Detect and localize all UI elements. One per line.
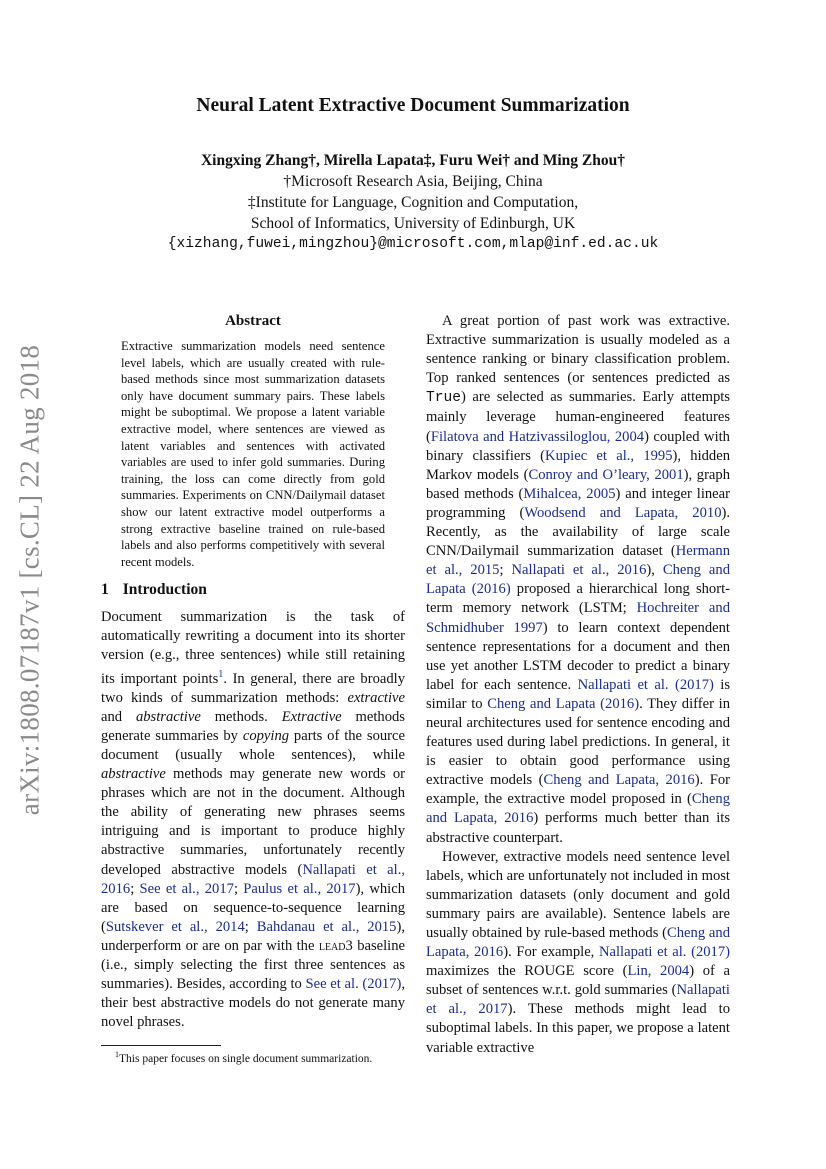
citation-link[interactable]: Kupiec et al., 1995: [545, 447, 673, 464]
citation-link[interactable]: Nallapati et al., 2016: [101, 861, 406, 897]
citation-link[interactable]: Hochreiter and Schmidhuber 1997: [426, 600, 730, 636]
citation-link[interactable]: Nallapati et al. (2017): [577, 676, 714, 693]
affiliation-1: †Microsoft Research Asia, Beijing, China: [283, 173, 543, 190]
citation-link[interactable]: Conroy and O’leary, 2001: [528, 466, 684, 483]
citation-link[interactable]: Nallapati et al., 2016: [511, 562, 647, 579]
citation-link[interactable]: Cheng and Lapata, 2016: [426, 925, 730, 961]
code-term: True: [426, 390, 462, 407]
affiliation-2: ‡Institute for Language, Cognition and Computation,: [247, 194, 579, 211]
citation-link[interactable]: Sutskever et al., 2014: [105, 918, 245, 935]
citation-link[interactable]: Filatova and Hatzivassiloglou, 2004: [430, 428, 645, 445]
intro-paragraph: Document summarization is the task of automatically rewriting a document into its shorter version (e.g., three sentences) while still retaining its important points$^1$. In general, there are broadly two kinds of summarization methods: extractive and abstractive methods. Extractive methods generate summaries by copying parts of the source document (usually whole sentences), while abstractive methods may generate new words or phrases which are not in the document. Although the ability of generating new phrases seems intriguing and is important to produce highly abstractive summaries, unfortunately recently developed abstractive models (Nallapati et al., 2016; See et al., 2017; Paulus et al., 2017), which are based on sequence-to-sequence learning (Sutskever et al., 2014; Bahdanau et al., 2015), underperform or are on par with the lead3 baseline (i.e., simply selecting the first three sentences as summaries). Besides, according to See et al. (2017), their best abstractive models do not generate many novel phrases.: [101, 608, 406, 1031]
section-heading-introduction: [101, 580, 405, 599]
arxiv-identifier: arXiv:1808.07187v1 [cs.CL] 22 Aug 2018: [14, 344, 45, 816]
citation-link[interactable]: Lin, 2004: [627, 963, 690, 980]
citation-link[interactable]: Hermann et al., 2015: [426, 543, 730, 579]
citation-link[interactable]: Mihalcea, 2005: [523, 485, 616, 502]
footnote-text: This paper focuses on single document summarization.: [119, 1052, 373, 1065]
citation-link[interactable]: Cheng and Lapata (2016): [426, 562, 730, 598]
citation-link[interactable]: Nallapati et al. (2017): [598, 944, 730, 961]
abstract-heading: Abstract: [225, 313, 281, 329]
footnote-rule: [101, 1045, 221, 1046]
right-column: [426, 312, 730, 1058]
footnote-marker[interactable]: 1: [218, 668, 224, 680]
citation-link[interactable]: Nallapati et al., 2017: [426, 982, 730, 1018]
author-emails: {xizhang,fuwei,mingzhou}@microsoft.com,mlap@inf.ed.ac.uk: [167, 236, 659, 252]
citation-link[interactable]: Bahdanau et al., 2015: [256, 918, 397, 935]
author-names: Xingxing Zhang†, Mirella Lapata‡, Furu Wei† and Ming Zhou†: [200, 152, 626, 169]
citation-link[interactable]: See et al., 2017: [139, 880, 234, 897]
body-paragraph: However, extractive models need sentence level labels, which are unfortunately not included in most summarization datasets (only document and gold summary pairs are available). Sentence labels are usually obtained by rule-based methods (Cheng and Lapata, 2016). For example, Nallapati et al. (2017) maximizes the ROUGE score (Lin, 2004) of a subset of sentences w.r.t. gold summaries (Nallapati et al., 2017). These methods might lead to suboptimal labels. In this paper, we propose a latent variable extractive: [426, 848, 730, 1056]
body-paragraph: A great portion of past work was extractive. Extractive summarization is usually modeled as a sentence ranking or binary classification problem. Top ranked sentences (or sentences predicted as True) are selected as summaries. Early attempts mainly leverage human-engineered features (Filatova and Hatzivassiloglou, 2004) coupled with binary classifiers (Kupiec et al., 1995), hidden Markov models (Conroy and O’leary, 2001), graph based methods (Mihalcea, 2005) and integer linear programming (Woodsend and Lapata, 2010). Recently, as the availability of large scale CNN/Dailymail summarization dataset (Hermann et al., 2015; Nallapati et al., 2016), Cheng and Lapata (2016) proposed a hierarchical long short-term memory network (LSTM; Hochreiter and Schmidhuber 1997) to learn context dependent sentence representations for a document and then use yet another LSTM decoder to predict a binary label for each sentence. Nallapati et al. (2017) is similar to Cheng and Lapata (2016). They differ in neural architectures used for sentence encoding and features used during label predictions. In general, it is easier to obtain good performance using extractive models (Cheng and Lapata, 2016). For example, the extractive model proposed in (Cheng and Lapata, 2016) performs much better than its abstractive counterpart.: [426, 313, 731, 846]
citation-link[interactable]: Cheng and Lapata, 2016: [543, 772, 695, 789]
footnote-number: 1: [115, 1050, 120, 1059]
footnote: [101, 1045, 405, 1065]
citation-link[interactable]: Cheng and Lapata, 2016: [426, 791, 730, 827]
citation-link[interactable]: See et al. (2017): [305, 976, 402, 993]
lead3-term: lead3: [318, 937, 353, 954]
citation-link[interactable]: Woodsend and Lapata, 2010: [524, 504, 722, 521]
citation-link[interactable]: Cheng and Lapata (2016): [487, 695, 640, 712]
abstract-text: Extractive summarization models need sentence level labels, which are usually created with rule-based methods since most summarization datasets only have document summary pairs. These labels might be suboptimal. We propose a latent variable extractive model, where sentences are viewed as latent variables and sentences with activated variables are used to infer gold summaries. During training, the loss can come directly from gold summaries. Experiments on CNN/Dailymail dataset show our latent extractive model outperforms a strong extractive baseline trained on rule-based labels and also performs competitively with several recent models.: [121, 339, 385, 569]
left-column: [101, 312, 405, 1032]
affiliation-3: School of Informatics, University of Edinburgh, UK: [250, 215, 576, 232]
author-block: [0, 150, 826, 255]
section-number: 1: [101, 581, 109, 599]
citation-link[interactable]: Paulus et al., 2017: [243, 880, 356, 897]
paper-title: Neural Latent Extractive Document Summarization: [196, 95, 630, 116]
section-title: Introduction: [122, 581, 207, 599]
